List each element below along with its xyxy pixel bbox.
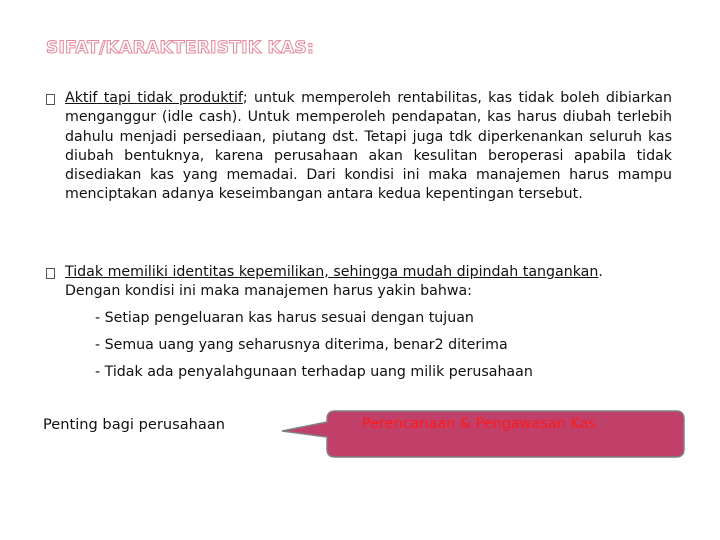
bullet-2-text: Dengan kondisi ini maka manajemen harus yakin bahwa: [65,283,472,300]
underlined-word: Tidak [65,264,104,280]
underlined-word: mudah [402,264,453,280]
sub-item: - Setiap pengeluaran kas harus sesuai dengan tujuan [95,310,474,326]
underlined-word: Aktif [65,90,98,106]
underlined-word: memiliki [107,264,168,280]
underlined-word: kepemilikan, [238,264,329,280]
importance-label: Penting bagi perusahaan [43,416,226,433]
slide-title: SIFAT/KARAKTERISTIK KAS: [46,38,315,58]
underlined-word: identitas [172,264,235,280]
bullet-2-rest-first-line: . [598,264,603,280]
underlined-word: tapi [103,90,131,106]
underlined-word: produktif [179,90,243,106]
underlined-word: tidak [137,90,173,106]
underlined-word: tangankan [522,264,599,280]
underlined-word: dipindah [456,264,519,280]
bullet-1-text: dibiarkan menganggur (idle cash). Untuk memperoleh pendapatan, kas harus diubah terlebih dahulu menjadi persediaan, piutang dst. Tetapi juga tdk diperkenankan seluruh kas diubah bentuknya, karena perusahaan akan kesulitan beroperasi apabila tidak disediakan kas yang memadai. Dari kondisi ini maka manajemen harus mampu menciptakan adanya keseimbangan antara kedua kepentingan tersebut. [65,90,672,203]
callout-text: Perencanaan & Pengawasan Kas [362,416,596,432]
sub-item: - Tidak ada penyalahgunaan terhadap uang milik perusahaan [95,364,533,380]
bullet-1-rest-first-line: ; untuk memperoleh rentabilitas, kas tidak boleh [242,90,600,106]
sub-item: - Semua uang yang seharusnya diterima, benar2 diterima [95,337,508,353]
underlined-word: sehingga [333,264,399,280]
